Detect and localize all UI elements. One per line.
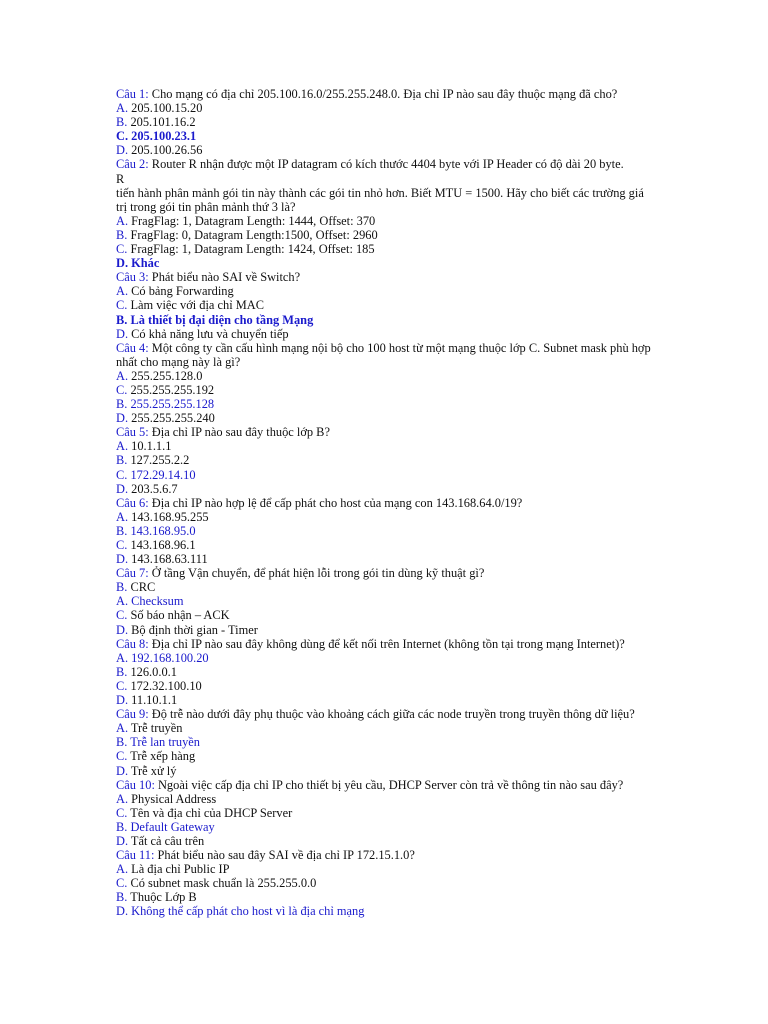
answer-option: [116, 651, 656, 665]
answer-option: [116, 439, 656, 453]
question-text: Cho mạng có địa chỉ 205.100.16.0/255.255.248.0. Địa chỉ IP nào sau đây thuộc mạng đã cho?: [148, 87, 618, 101]
question-stem: [116, 637, 656, 651]
answer-option: [116, 721, 656, 735]
question-number: Câu 5:: [116, 425, 149, 440]
option-text: Trễ xử lý: [128, 763, 177, 778]
option-letter: B.: [116, 453, 128, 468]
option-text: Tên và địa chỉ của DHCP Server: [127, 805, 293, 820]
question-block: [116, 341, 656, 426]
answer-option: [116, 735, 656, 749]
option-letter: D.: [116, 552, 129, 567]
option-letter: B.: [116, 819, 128, 834]
option-letter: C.: [116, 242, 128, 257]
option-letter: B.: [116, 312, 128, 327]
answer-option: [116, 327, 656, 341]
answer-option: [116, 608, 656, 622]
question-text: Địa chỉ IP nào hợp lệ để cấp phát cho host của mạng con 143.168.64.0/19?: [148, 495, 523, 510]
option-letter: D.: [116, 622, 129, 637]
option-text: Số báo nhận – ACK: [127, 608, 230, 623]
option-text: Khác: [128, 256, 160, 271]
option-text: Physical Address: [128, 791, 217, 806]
question-text: Router R nhận được một IP datagram có kích thước 4404 byte với IP Header có độ dài 20 byte.: [148, 157, 624, 172]
answer-option: [116, 115, 656, 129]
answer-option: [116, 468, 656, 482]
question-number: Câu 10:: [116, 777, 155, 792]
option-text: 143.168.63.111: [128, 552, 208, 567]
option-text: FragFlag: 1, Datagram Length: 1444, Offset: 370: [128, 213, 376, 228]
question-block: [116, 707, 656, 777]
option-text: Checksum: [128, 594, 184, 609]
question-stem: [116, 341, 656, 369]
answer-option: [116, 524, 656, 538]
option-text: 143.168.96.1: [127, 538, 196, 552]
answer-option: [116, 552, 656, 566]
question-text-line: R: [116, 171, 125, 186]
option-text: 205.101.16.2: [127, 115, 196, 130]
option-letter: C.: [116, 298, 128, 313]
option-text: 255.255.255.192: [127, 382, 215, 397]
question-block: [116, 157, 656, 270]
option-letter: B.: [116, 227, 128, 242]
answer-option: [116, 143, 656, 157]
option-text: 172.32.100.10: [127, 678, 202, 693]
option-text: 205.100.23.1: [128, 129, 197, 144]
option-text: Trễ truyền: [128, 721, 183, 736]
question-number: Câu 3:: [116, 270, 149, 285]
question-block: [116, 848, 656, 918]
question-stem: [116, 270, 656, 284]
question-stem: [116, 496, 656, 510]
question-block: [116, 270, 656, 340]
option-letter: D.: [116, 143, 129, 158]
question-number: Câu 8:: [116, 636, 149, 651]
option-letter: C.: [116, 608, 128, 623]
option-text: Trễ xếp hàng: [127, 749, 196, 764]
answer-option: [116, 369, 656, 383]
option-letter: A.: [116, 439, 129, 454]
question-number: Câu 1:: [116, 87, 149, 101]
question-block: [116, 637, 656, 707]
question-stem: [116, 566, 656, 580]
option-letter: D.: [116, 326, 129, 341]
question-block: [116, 566, 656, 636]
option-letter: C.: [116, 749, 128, 764]
answer-option: [116, 214, 656, 228]
answer-option: [116, 129, 656, 143]
option-letter: D.: [116, 763, 129, 778]
option-text: Default Gateway: [127, 819, 215, 834]
question-text: Ở tầng Vận chuyển, để phát hiện lỗi trong gói tin dùng kỹ thuật gì?: [148, 566, 485, 581]
option-text: 11.10.1.1: [128, 693, 178, 708]
option-text: CRC: [127, 580, 156, 595]
answer-option: [116, 256, 656, 270]
option-text: 255.255.255.240: [128, 411, 215, 426]
question-text: Địa chỉ IP nào sau đây thuộc lớp B?: [148, 425, 330, 440]
option-text: FragFlag: 0, Datagram Length:1500, Offset: 2960: [127, 227, 378, 242]
question-text: Phát biểu nào SAI về Switch?: [148, 270, 301, 285]
option-letter: C.: [116, 129, 129, 144]
option-text: Có khả năng lưu và chuyển tiếp: [128, 326, 289, 341]
option-letter: A.: [116, 862, 129, 877]
option-letter: A.: [116, 284, 129, 299]
question-stem: [116, 425, 656, 439]
option-letter: B.: [116, 664, 128, 679]
option-letter: B.: [116, 580, 128, 595]
question-text-line: tiến hành phân mảnh gói tin này thành các gói tin nhỏ hơn. Biết MTU = 1500. Hãy cho biết các trường giá trị trong gói tin phân mảnh thứ 3 là?: [116, 185, 644, 214]
question-number: Câu 7:: [116, 566, 149, 581]
option-text: 127.255.2.2: [127, 453, 190, 468]
option-text: 192.168.100.20: [128, 650, 209, 665]
question-stem: [116, 848, 656, 862]
answer-option: [116, 510, 656, 524]
question-text: Một công ty cần cấu hình mạng nội bộ cho 100 host từ một mạng thuộc lớp C. Subnet mask phù hợp nhất cho mạng này là gì?: [116, 340, 651, 369]
answer-option: [116, 904, 656, 918]
answer-option: [116, 594, 656, 608]
option-text: Không thể cấp phát cho host vì là địa chỉ mạng: [128, 904, 365, 919]
answer-option: [116, 834, 656, 848]
answer-option: [116, 538, 656, 552]
answer-option: [116, 820, 656, 834]
option-letter: B.: [116, 890, 128, 905]
answer-option: [116, 383, 656, 397]
option-letter: D.: [116, 833, 129, 848]
answer-option: [116, 792, 656, 806]
answer-option: [116, 298, 656, 312]
option-text: FragFlag: 1, Datagram Length: 1424, Offset: 185: [127, 242, 375, 257]
answer-option: [116, 890, 656, 904]
option-letter: D.: [116, 481, 129, 496]
question-text: Ngoài việc cấp địa chỉ IP cho thiết bị yêu cầu, DHCP Server còn trả về thông tin nào sau đây?: [154, 777, 624, 792]
document-body: [116, 87, 656, 919]
option-text: Trễ lan truyền: [127, 735, 200, 750]
answer-option: [116, 764, 656, 778]
answer-option: [116, 284, 656, 298]
option-text: Thuộc Lớp B: [127, 890, 197, 905]
question-text: Độ trễ nào dưới đây phụ thuộc vào khoảng cách giữa các node truyền trong truyền thông dữ liệu?: [148, 707, 635, 722]
option-letter: A.: [116, 101, 129, 116]
question-stem: [116, 778, 656, 792]
option-letter: C.: [116, 538, 128, 552]
option-letter: D.: [116, 256, 129, 271]
option-letter: B.: [116, 735, 128, 750]
answer-option: [116, 623, 656, 637]
option-text: 143.168.95.0: [127, 523, 196, 538]
answer-option: [116, 411, 656, 425]
option-letter: C.: [116, 805, 128, 820]
question-number: Câu 2:: [116, 157, 149, 172]
question-stem: [116, 87, 656, 101]
answer-option: [116, 313, 656, 327]
question-number: Câu 4:: [116, 340, 149, 355]
option-text: Là địa chỉ Public IP: [128, 862, 230, 877]
question-block: [116, 496, 656, 566]
answer-option: [116, 482, 656, 496]
option-text: 205.100.15.20: [128, 101, 203, 116]
answer-option: [116, 693, 656, 707]
question-number: Câu 6:: [116, 495, 149, 510]
option-text: 255.255.128.0: [128, 368, 203, 383]
answer-option: [116, 749, 656, 763]
option-letter: A.: [116, 509, 129, 524]
option-text: Là thiết bị đại diện cho tầng Mạng: [127, 312, 314, 327]
answer-option: [116, 806, 656, 820]
question-number: Câu 9:: [116, 707, 149, 722]
answer-option: [116, 242, 656, 256]
option-letter: C.: [116, 876, 128, 891]
question-block: [116, 425, 656, 495]
option-letter: A.: [116, 213, 129, 228]
answer-option: [116, 665, 656, 679]
question-text: Địa chỉ IP nào sau đây không dùng để kết nối trên Internet (không tồn tại trong mạng Internet)?: [148, 636, 625, 651]
option-letter: B.: [116, 115, 128, 130]
option-letter: B.: [116, 397, 128, 412]
option-text: Tất cả câu trên: [128, 833, 205, 848]
question-stem: [116, 157, 656, 171]
option-letter: A.: [116, 368, 129, 383]
question-block: [116, 778, 656, 848]
answer-option: [116, 679, 656, 693]
option-text: 126.0.0.1: [127, 664, 177, 679]
option-letter: D.: [116, 904, 129, 919]
answer-option: [116, 397, 656, 411]
answer-option: [116, 862, 656, 876]
option-letter: A.: [116, 791, 129, 806]
option-letter: B.: [116, 523, 128, 538]
option-letter: A.: [116, 650, 129, 665]
option-text: Bộ định thời gian - Timer: [128, 622, 258, 637]
option-letter: D.: [116, 693, 129, 708]
question-block: [116, 87, 656, 157]
option-text: Có bảng Forwarding: [128, 284, 234, 299]
option-text: 172.29.14.10: [127, 467, 196, 482]
option-text: 143.168.95.255: [128, 509, 209, 524]
option-letter: D.: [116, 411, 129, 426]
option-text: 10.1.1.1: [128, 439, 172, 454]
option-letter: C.: [116, 467, 128, 482]
answer-option: [116, 453, 656, 467]
answer-option: [116, 101, 656, 115]
option-text: 203.5.6.7: [128, 481, 178, 496]
answer-option: [116, 876, 656, 890]
question-stem: [116, 707, 656, 721]
option-letter: C.: [116, 678, 128, 693]
question-text: Phát biểu nào sau đây SAI về địa chỉ IP 172.15.1.0?: [154, 848, 415, 863]
option-letter: A.: [116, 721, 129, 736]
answer-option: [116, 580, 656, 594]
option-text: 205.100.26.56: [128, 143, 203, 158]
answer-option: [116, 228, 656, 242]
option-letter: A.: [116, 594, 129, 609]
question-number: Câu 11:: [116, 848, 155, 863]
option-text: Có subnet mask chuẩn là 255.255.0.0: [127, 876, 317, 891]
option-letter: C.: [116, 382, 128, 397]
option-text: 255.255.255.128: [127, 397, 215, 412]
option-text: Làm việc với địa chỉ MAC: [127, 298, 264, 313]
